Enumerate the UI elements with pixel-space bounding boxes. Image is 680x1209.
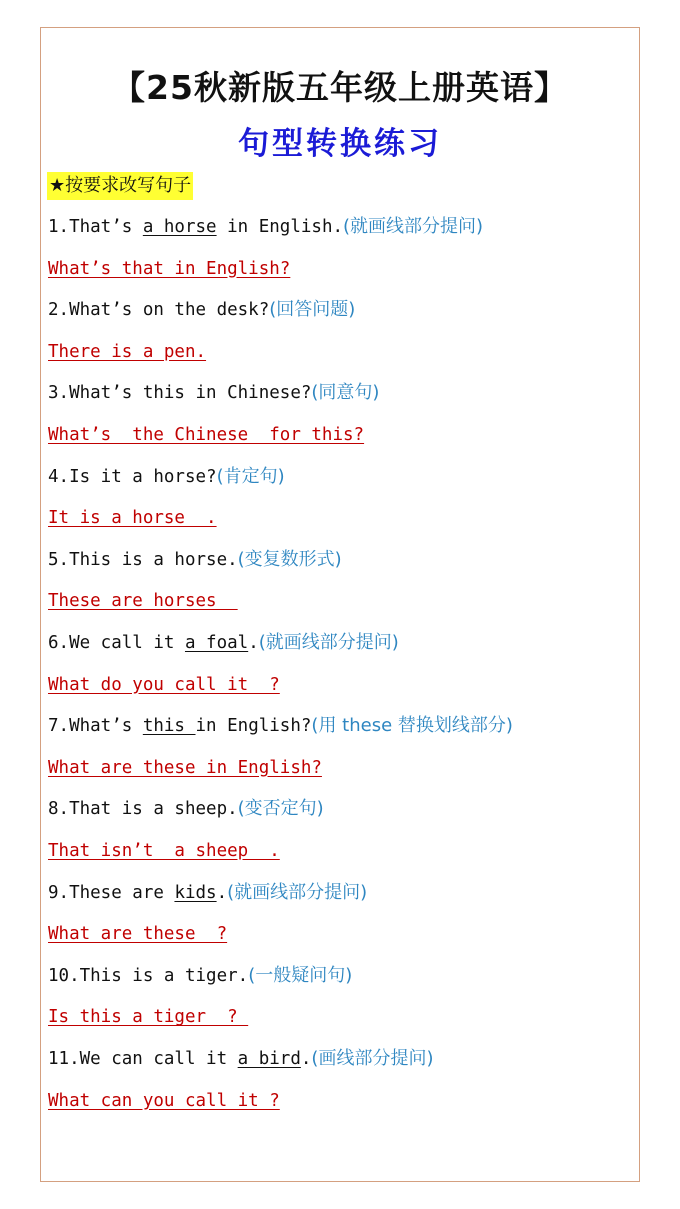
answer-1 xyxy=(48,256,290,282)
question-1 xyxy=(48,214,483,240)
question-6 xyxy=(48,630,399,656)
question-text-end: . xyxy=(300,1049,312,1069)
question-9 xyxy=(48,880,367,906)
question-8 xyxy=(48,796,324,822)
question-10 xyxy=(48,963,352,989)
answer-text: What’s the Chinese for this? xyxy=(48,424,365,445)
question-text: 1.That’s xyxy=(48,217,143,237)
question-hint: (就画线部分提问) xyxy=(258,632,399,653)
answer-text: That isn’t a sheep . xyxy=(48,840,280,861)
question-hint: (回答问题) xyxy=(269,299,356,321)
answer-text: What are these in English? xyxy=(48,757,322,778)
question-7 xyxy=(48,713,513,739)
underlined-part: a foal xyxy=(184,633,249,653)
page-title: 【25秋新版五年级上册英语】 xyxy=(112,68,568,107)
question-5 xyxy=(48,547,342,573)
question-3 xyxy=(48,380,379,406)
underlined-part: a bird xyxy=(237,1049,301,1069)
question-text: 3.What’s this in Chinese? xyxy=(48,383,312,404)
question-text: 4.Is it a horse? xyxy=(48,466,217,487)
question-hint: (变复数形式) xyxy=(237,548,342,570)
answer-text: It is a horse . xyxy=(48,508,217,529)
answer-text: There is a pen. xyxy=(48,341,207,362)
answer-8 xyxy=(48,838,280,864)
question-text: 10.This is a tiger. xyxy=(48,965,249,986)
answer-text: What are these ? xyxy=(48,924,228,945)
answer-4 xyxy=(48,505,217,531)
question-hint: (就画线部分提问) xyxy=(343,216,484,237)
answer-9 xyxy=(48,921,227,947)
question-text-end: in English? xyxy=(195,716,312,737)
question-hint: (肯定句) xyxy=(216,465,285,487)
question-11 xyxy=(48,1046,433,1072)
question-text-end: . xyxy=(248,633,259,653)
underlined-part: kids xyxy=(174,882,217,903)
question-text: 2.What’s on the desk? xyxy=(48,300,270,321)
answer-6 xyxy=(48,672,280,698)
question-text: 6.We call it xyxy=(48,633,185,653)
answer-2 xyxy=(48,339,206,365)
question-2 xyxy=(48,297,355,323)
page-subtitle: 句型转换练习 xyxy=(238,126,442,162)
question-hint: (就画线部分提问) xyxy=(227,881,368,903)
question-text-end: in English. xyxy=(216,217,344,237)
answer-text: These are horses xyxy=(48,591,238,612)
question-text: 9.These are xyxy=(48,882,175,903)
question-hint: (画线部分提问) xyxy=(311,1048,434,1069)
instruction-label: ★按要求改写句子 xyxy=(47,172,193,200)
answer-text: What’s that in English? xyxy=(48,258,291,279)
answer-5 xyxy=(48,588,238,614)
question-hint: (用 these 替换划线部分) xyxy=(311,715,513,737)
answer-text: Is this a tiger ? xyxy=(48,1007,249,1028)
underlined-part: this xyxy=(142,716,196,737)
question-text-end: . xyxy=(216,882,228,903)
question-text: 5.This is a horse. xyxy=(48,549,238,570)
answer-3 xyxy=(48,422,364,448)
question-hint: (一般疑问句) xyxy=(248,964,353,986)
question-text: 8.That is a sheep. xyxy=(48,799,238,820)
question-text: 11.We can call it xyxy=(48,1049,238,1069)
question-text: 7.What’s xyxy=(48,716,143,737)
answer-11 xyxy=(48,1088,280,1114)
answer-7 xyxy=(48,755,322,781)
question-hint: (同意句) xyxy=(311,382,380,404)
answer-text: What can you call it ? xyxy=(48,1090,280,1111)
answer-text: What do you call it ? xyxy=(48,674,280,695)
question-hint: (变否定句) xyxy=(237,798,324,820)
underlined-part: a horse xyxy=(142,217,217,237)
answer-10 xyxy=(48,1004,248,1030)
question-4 xyxy=(48,464,285,490)
